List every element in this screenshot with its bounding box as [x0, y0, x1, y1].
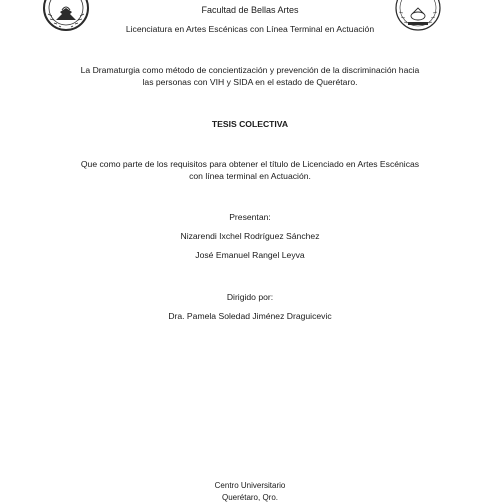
thesis-type: TESIS COLECTIVA: [211, 119, 289, 129]
faculty-name: Facultad de Bellas Artes: [201, 5, 299, 15]
thesis-title-line-1: La Dramaturgia como método de concientización y prevención de la discriminación hacia: [80, 65, 420, 75]
program-name: Licenciatura en Artes Escénicas con Línea Terminal en Actuación: [125, 24, 375, 34]
author-name: Nizarendi Ixchel Rodríguez Sánchez: [180, 231, 320, 241]
thesis-purpose-line-1: Que como parte de los requisitos para obtener el título de Licenciado en Artes Escénicas: [80, 159, 420, 169]
author-name: José Emanuel Rangel Leyva: [195, 250, 305, 260]
authors-label: Presentan:: [229, 212, 271, 222]
thesis-title-line-2: las personas con VIH y SIDA en el estado de Querétaro.: [142, 77, 358, 87]
thesis-purpose-line-2: con línea terminal en Actuación.: [189, 171, 311, 181]
advisor-name: Dra. Pamela Soledad Jiménez Draguicevic: [168, 311, 332, 321]
campus-location: Querétaro, Qro.: [221, 493, 279, 502]
advisor-label: Dirigido por:: [226, 292, 274, 302]
campus-name: Centro Universitario: [214, 481, 286, 490]
